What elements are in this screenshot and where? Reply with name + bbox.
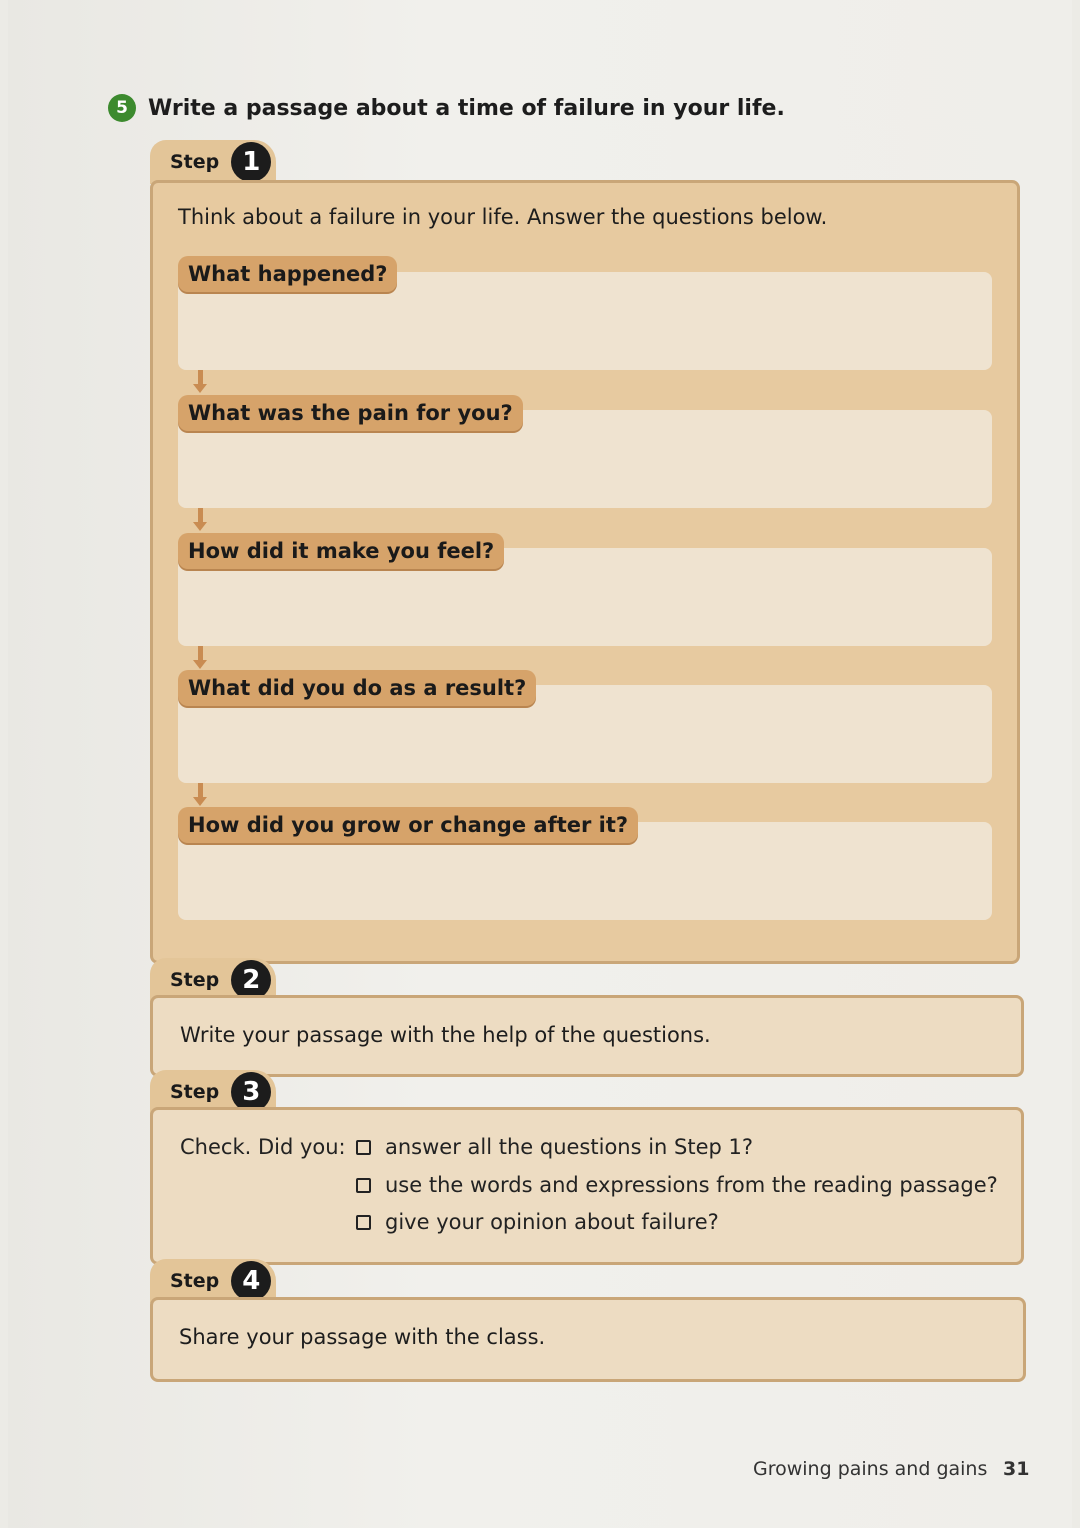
page-number: 31 — [1003, 1458, 1030, 1480]
step-3-number: 3 — [231, 1072, 271, 1112]
checkbox[interactable] — [356, 1178, 371, 1193]
down-arrow-icon — [193, 508, 207, 534]
checkbox[interactable] — [356, 1140, 371, 1155]
checklist-item-3[interactable] — [356, 1210, 719, 1234]
checklist-item-2[interactable] — [356, 1173, 998, 1197]
step-2-text: Write your passage with the help of the questions. — [180, 1023, 711, 1047]
step-label: Step — [170, 151, 220, 173]
step-1-tab — [150, 140, 276, 184]
checklist-item-1[interactable] — [356, 1135, 753, 1159]
down-arrow-icon — [193, 370, 207, 396]
task-header — [108, 94, 785, 122]
footer-unit-title: Growing pains and gains — [753, 1458, 988, 1480]
checklist-text: use the words and expressions from the reading passage? — [385, 1173, 998, 1197]
step-1-intro: Think about a failure in your life. Answer the questions below. — [178, 205, 828, 229]
step-label: Step — [170, 969, 220, 991]
step-label: Step — [170, 1081, 220, 1103]
task-title: Write a passage about a time of failure in your life. — [148, 95, 785, 121]
checkbox[interactable] — [356, 1215, 371, 1230]
checklist-text: give your opinion about failure? — [385, 1210, 719, 1234]
step-4-text: Share your passage with the class. — [179, 1325, 546, 1349]
task-number-badge: 5 — [108, 94, 136, 122]
step-1-number: 1 — [231, 142, 271, 182]
question-4: What did you do as a result? — [178, 670, 536, 706]
step-label: Step — [170, 1270, 220, 1292]
checklist-text: answer all the questions in Step 1? — [385, 1135, 754, 1159]
question-2: What was the pain for you? — [178, 395, 523, 431]
down-arrow-icon — [193, 783, 207, 809]
step-2-number: 2 — [231, 960, 271, 1000]
question-5: How did you grow or change after it? — [178, 807, 638, 843]
question-1: What happened? — [178, 256, 397, 292]
down-arrow-icon — [193, 646, 207, 672]
check-label: Check. Did you: — [180, 1135, 346, 1159]
step-4-number: 4 — [231, 1261, 271, 1301]
question-3: How did it make you feel? — [178, 533, 504, 569]
